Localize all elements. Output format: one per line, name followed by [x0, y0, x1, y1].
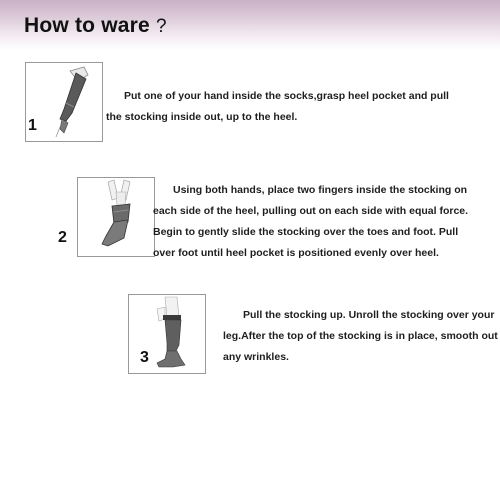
- step-2-number: 2: [58, 229, 67, 246]
- step-3-instructions: [223, 305, 498, 368]
- step-3-number: 3: [140, 349, 149, 366]
- title-question-mark: ?: [155, 16, 167, 37]
- step-2-instructions: [153, 180, 468, 264]
- foot-into-stocking-icon: [78, 178, 154, 256]
- title-text: How to ware: [24, 14, 150, 37]
- step-1-number: 1: [28, 117, 37, 134]
- step-1-line-1: Put one of your hand inside the socks,grasp heel pocket and pull: [124, 90, 449, 102]
- page-title: [24, 14, 167, 38]
- step-1-line-2: the stocking inside out, up to the heel.: [106, 111, 298, 123]
- step-2-illustration-frame: [77, 177, 155, 257]
- step-3-line-1: Pull the stocking up. Unroll the stocking over your: [243, 309, 495, 321]
- step-2-line-2: each side of the heel, pulling out on each side with equal force.: [153, 205, 469, 217]
- step-2-line-3: Begin to gently slide the stocking over the toes and foot. Pull: [153, 226, 459, 238]
- step-2-line-4: over foot until heel pocket is positioned evenly over heel.: [153, 247, 439, 259]
- header-banner: [0, 0, 500, 50]
- step-2-line-1: Using both hands, place two fingers inside the stocking on: [173, 184, 468, 196]
- step-3-line-2: leg.After the top of the stocking is in place, smooth out: [223, 330, 498, 342]
- step-1-instructions: [106, 86, 449, 128]
- step-3-line-3: any wrinkles.: [223, 351, 289, 363]
- hand-in-stocking-icon: [26, 63, 102, 141]
